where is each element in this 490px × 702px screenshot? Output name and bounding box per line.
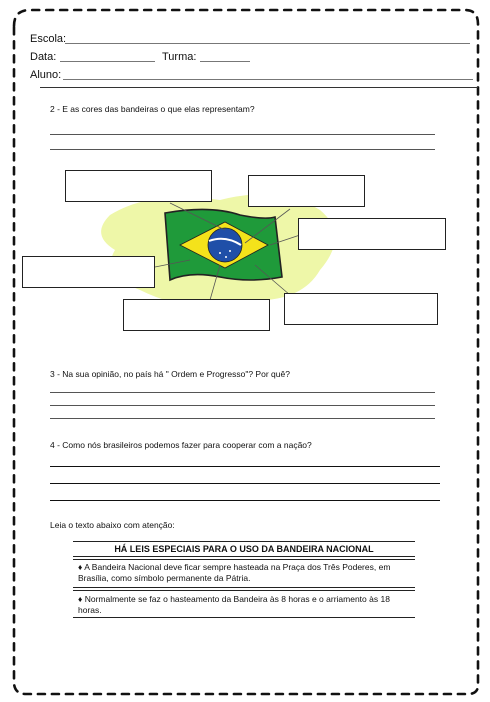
answer-line[interactable] [50, 483, 440, 484]
label-box-5[interactable] [284, 293, 438, 325]
label-box-3[interactable] [298, 218, 446, 250]
text-box-bottom [73, 617, 415, 618]
text-box-divider [73, 559, 415, 560]
escola-line[interactable] [65, 43, 470, 44]
answer-line[interactable] [50, 500, 440, 501]
answer-line[interactable] [50, 418, 435, 419]
escola-label: Escola: [30, 33, 67, 45]
question-2: 2 - E as cores das bandeiras o que elas representam? [50, 104, 255, 114]
answer-line[interactable] [50, 134, 435, 135]
reading-item-1: ♦ A Bandeira Nacional deve ficar sempre hasteada na Praça dos Três Poderes, em Brasília, como símbolo permanente da Pátria. [78, 562, 391, 583]
turma-line[interactable] [200, 61, 250, 62]
reading-intro: Leia o texto abaixo com atenção: [50, 520, 175, 530]
question-4: 4 - Como nós brasileiros podemos fazer para cooperar com a nação? [50, 440, 312, 450]
aluno-line[interactable] [63, 79, 473, 80]
header-separator [40, 87, 478, 88]
text-box-divider [73, 587, 415, 588]
label-box-2[interactable] [248, 175, 365, 207]
reading-title: HÁ LEIS ESPECIAIS PARA O USO DA BANDEIRA NACIONAL [114, 544, 374, 554]
label-box-6[interactable] [123, 299, 270, 331]
text-box-divider [73, 556, 415, 557]
answer-line[interactable] [50, 405, 435, 406]
data-label: Data: [30, 51, 57, 63]
reading-item-2: ♦ Normalmente se faz o hasteamento da Bandeira às 8 horas e o arriamento às 18 horas. [78, 594, 390, 615]
turma-label: Turma: [162, 51, 197, 63]
data-line[interactable] [60, 61, 155, 62]
answer-line[interactable] [50, 392, 435, 393]
label-box-4[interactable] [22, 256, 155, 288]
answer-line[interactable] [50, 149, 435, 150]
label-box-1[interactable] [65, 170, 212, 202]
text-box-divider [73, 590, 415, 591]
answer-line[interactable] [50, 466, 440, 467]
aluno-label: Aluno: [30, 69, 62, 81]
text-box-top [73, 541, 415, 542]
question-3: 3 - Na sua opinião, no país há " Ordem e Progresso"? Por quê? [50, 369, 290, 379]
